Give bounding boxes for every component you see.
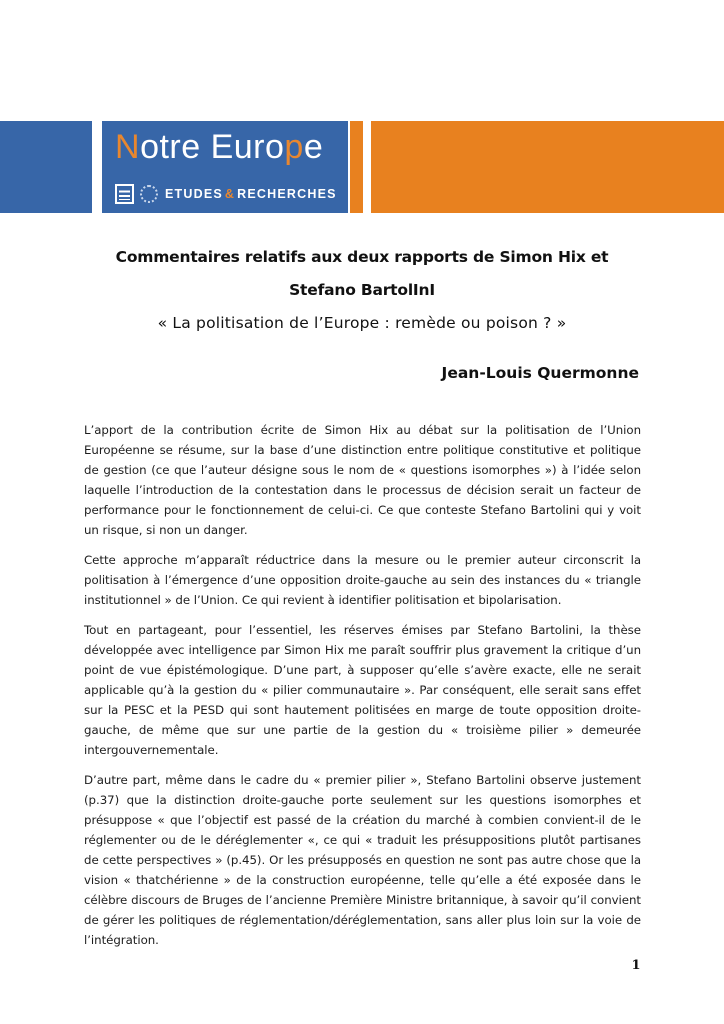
author-name: Jean-Louis Quermonne [441, 364, 639, 382]
brand-wordmark [115, 130, 342, 166]
document-subtitle: « La politisation de l’Europe : remède ou poison ? » [157, 314, 567, 332]
tagline-etudes: ETUDES [165, 187, 223, 201]
brand-text-otre-euro: otre Euro [140, 128, 285, 166]
tagline-ampersand: & [224, 187, 236, 201]
document-lines-icon [115, 184, 134, 204]
page-number: 1 [631, 958, 641, 973]
paragraph-4: D’autre part, même dans le cadre du « premier pilier », Stefano Bartolini observe justement (p.37) que la distinction droite-gauche porte seulement sur les questions isomorphes et présuppose « que l’objectif est passé de la création du marché à combien convient-il de le réglementer ou de le déréglementer «, ce qui « traduit les présuppositions plutôt partisanes de cette perspectives » (p.45). Or les présupposés en question ne sont pas autre chose que la vision « thatchérienne » de la construction européenne, telle qu’elle a été exposée dans le célèbre discours de Bruges de l’ancienne Première Ministre britannique, à savoir qu’il convient de gérer les politiques de réglementation/déréglementation, sans aller plus loin sur la voie de l’intégration. [84, 773, 641, 947]
paragraph-2: Cette approche m’apparaît réductrice dans la mesure ou le premier auteur circonscrit la politisation à l’émergence d’une opposition droite-gauche au sein des instances du « triangle institutionnel » de l’Union. Ce qui revient à identifier politisation et bipolarisation. [84, 553, 641, 607]
header-band [0, 121, 724, 213]
brand-letter-p: p [284, 128, 304, 166]
tagline-text [165, 187, 337, 201]
blue-square-block [0, 121, 92, 213]
document-title-line-2: Stefano BartolInI [289, 281, 435, 299]
notre-europe-logo [102, 121, 348, 213]
brand-letter-e: e [303, 128, 324, 166]
tagline-recherches: RECHERCHES [237, 187, 337, 201]
brand-letter-n: N [115, 128, 141, 166]
body-text [84, 420, 641, 960]
title-block [64, 241, 660, 340]
document-title-line-1: Commentaires relatifs aux deux rapports de Simon Hix et [115, 248, 609, 266]
orange-band-block [371, 121, 724, 213]
paragraph-1: L’apport de la contribution écrite de Simon Hix au débat sur la politisation de l’Union Européenne se résume, sur la base d’une distinction entre politique constitutive et politique de gestion (ce que l’auteur désigne sous le nom de « questions isomorphes ») à l’idée selon laquelle l’introduction de la contestation dans le processus de décision serait un facteur de performance pour le fonctionnement de celui-ci. Ce que conteste Stefano Bartolini qui y voit un risque, si non un danger. [84, 423, 641, 537]
logo-tagline-row [115, 184, 342, 204]
paragraph-3: Tout en partageant, pour l’essentiel, les réserves émises par Stefano Bartolini, la thèse développée avec intelligence par Simon Hix me paraît souffrir plus gravement la critique d’un point de vue épistémologique. D’une part, à supposer qu’elle s’avère exacte, elle ne serait applicable qu’à la gestion du « pilier communautaire ». Par conséquent, elle serait sans effet sur la PESC et la PESD qui sont hautement politisées en marge de toute opposition droite-gauche, de même que sur une partie de la gestion du « troisième pilier » demeurée intergouvernementale. [84, 623, 641, 757]
orange-accent-stripe [350, 121, 363, 213]
eu-stars-circle-icon [140, 185, 158, 203]
